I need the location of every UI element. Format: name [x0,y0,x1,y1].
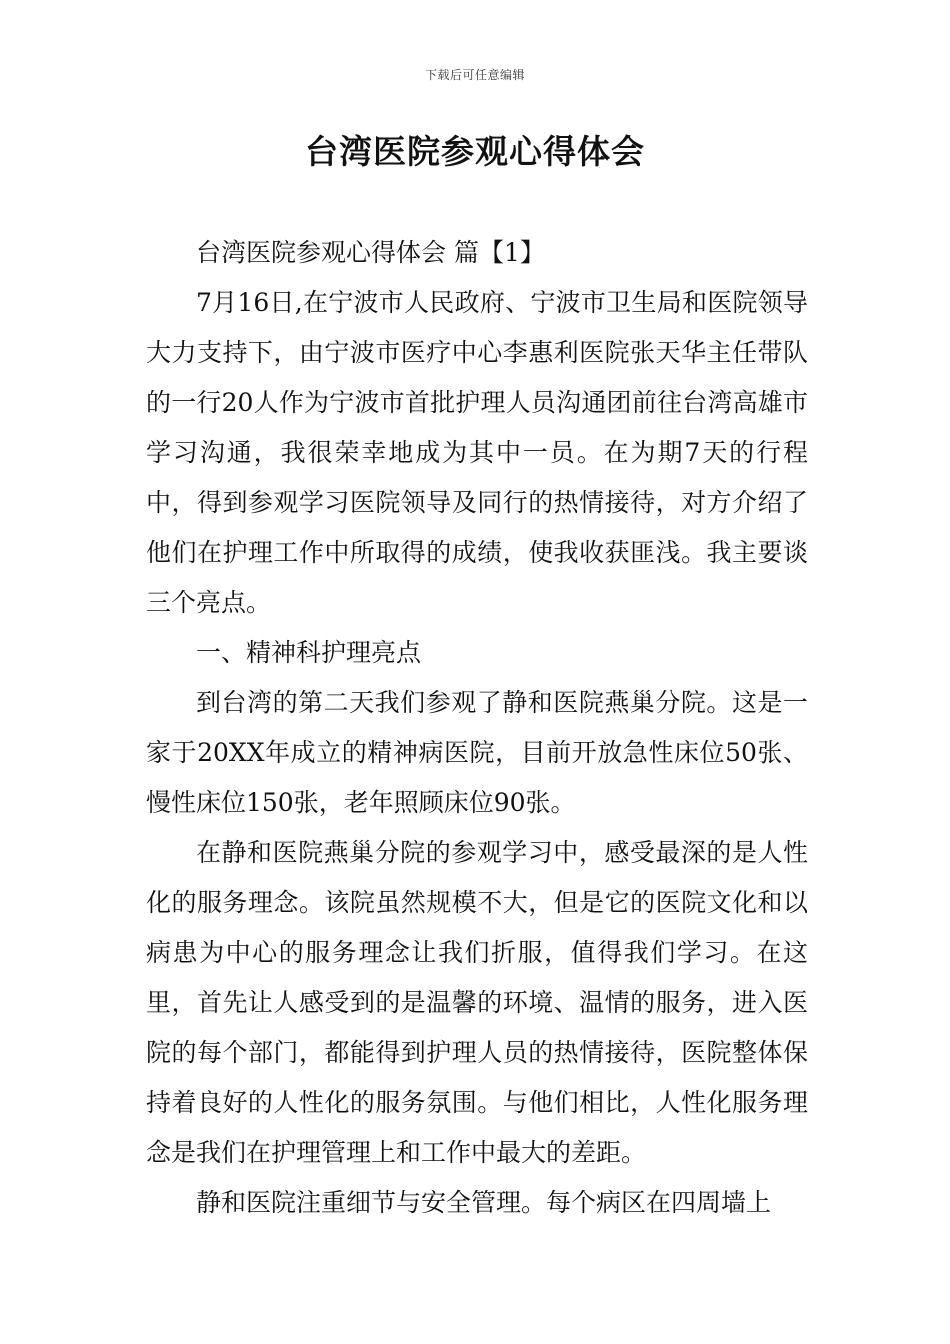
paragraph: 到台湾的第二天我们参观了静和医院燕巢分院。这是一家于20XX年成立的精神病医院，目前开放急性床位50张、慢性床位150张，老年照顾床位90张。 [146,688,808,817]
section-heading: 台湾医院参观心得体会 篇【1】 [196,238,545,267]
document-body [146,228,808,1228]
paragraph: 7月16日,在宁波市人民政府、宁波市卫生局和医院领导大力支持下，由宁波市医疗中心李惠利医院张天华主任带队的一行20人作为宁波市首批护理人员沟通团前往台湾高雄市学习沟通，我很荣幸地成为其中一员。在为期7天的行程中，得到参观学习医院领导及同行的热情接待，对方介绍了他们在护理工作中所取得的成绩，使我收获匪浅。我主要谈三个亮点。 [146,288,808,617]
paragraph: 在静和医院燕巢分院的参观学习中，感受最深的是人性化的服务理念。该院虽然规模不大，但是它的医院文化和以病患为中心的服务理念让我们折服，值得我们学习。在这里，首先让人感受到的是温馨的环境、温情的服务，进入医院的每个部门，都能得到护理人员的热情接待，医院整体保持着良好的人性化的服务氛围。与他们相比，人性化服务理念是我们在护理管理上和工作中最大的差距。 [146,838,808,1167]
paragraph: 静和医院注重细节与安全管理。每个病区在四周墙上 [196,1188,772,1217]
header-note: 下载后可任意编辑 [424,68,525,82]
document-title: 台湾医院参观心得体会 [305,132,645,171]
subsection-heading: 一、精神科护理亮点 [196,638,422,667]
